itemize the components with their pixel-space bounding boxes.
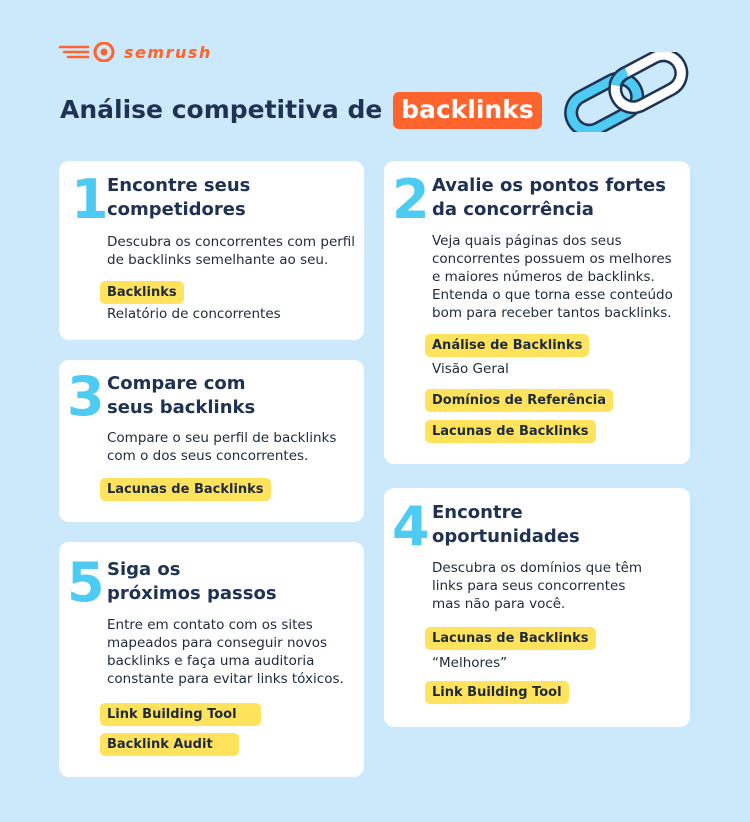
tool-tag-link-building[interactable]: Link Building Tool <box>100 703 261 726</box>
step-number: 5 <box>67 551 105 614</box>
step-card-5 <box>59 542 364 777</box>
step-title: Compare com seus backlinks <box>107 373 256 418</box>
tool-tag-backlink-gap[interactable]: Lacunas de Backlinks <box>100 478 271 501</box>
brand-name: semrush <box>124 42 212 62</box>
tool-tag-backlink-gap[interactable]: Lacunas de Backlinks <box>425 420 596 443</box>
step-title: Siga os próximos passos <box>107 559 277 604</box>
step-title: Encontre oportunidades <box>432 502 580 547</box>
tool-subreport: Relatório de concorrentes <box>107 306 281 322</box>
step-number: 3 <box>67 365 105 428</box>
step-description: Veja quais páginas dos seus concorrentes possuem os melhores e maiores números de backlinks. Entenda o que torna esse conteúdo bom para receber tantos backlinks. <box>432 233 673 321</box>
semrush-logo <box>58 42 212 62</box>
tool-tag-backlink-audit[interactable]: Backlink Audit <box>100 733 239 756</box>
step-title: Encontre seus competidores <box>107 175 251 220</box>
step-number: 2 <box>392 168 430 231</box>
tool-tag-backlink-analytics[interactable]: Análise de Backlinks <box>425 334 589 357</box>
step-card-4 <box>384 488 690 727</box>
semrush-fire-icon <box>58 42 118 62</box>
tool-tag-referring-domains[interactable]: Domínios de Referência <box>425 389 613 412</box>
tool-subreport: “Melhores” <box>432 655 508 671</box>
step-card-2 <box>384 161 690 464</box>
step-card-1 <box>59 161 364 340</box>
tool-subreport: Visão Geral <box>432 361 509 377</box>
step-number: 4 <box>392 495 430 558</box>
tool-tag-backlink-gap[interactable]: Lacunas de Backlinks <box>425 627 596 650</box>
step-description: Descubra os concorrentes com perfil de backlinks semelhante ao seu. <box>107 234 356 268</box>
page-title <box>60 95 542 124</box>
tool-tag-backlinks[interactable]: Backlinks <box>100 281 184 304</box>
title-highlight: backlinks <box>393 92 542 129</box>
step-description: Descubra os domínios que têm links para seus concorrentes mas não para você. <box>432 560 643 612</box>
chain-link-icon <box>558 52 698 132</box>
step-card-3 <box>59 360 364 522</box>
step-description: Entre em contato com os sites mapeados para conseguir novos backlinks e faça uma auditoria constante para evitar links tóxicos. <box>107 617 344 687</box>
step-description: Compare o seu perfil de backlinks com o dos seus concorrentes. <box>107 430 337 464</box>
step-title: Avalie os pontos fortes da concorrência <box>432 175 666 220</box>
tool-tag-link-building[interactable]: Link Building Tool <box>425 681 569 704</box>
title-prefix: Análise competitiva de <box>60 95 383 124</box>
step-number: 1 <box>71 168 109 231</box>
